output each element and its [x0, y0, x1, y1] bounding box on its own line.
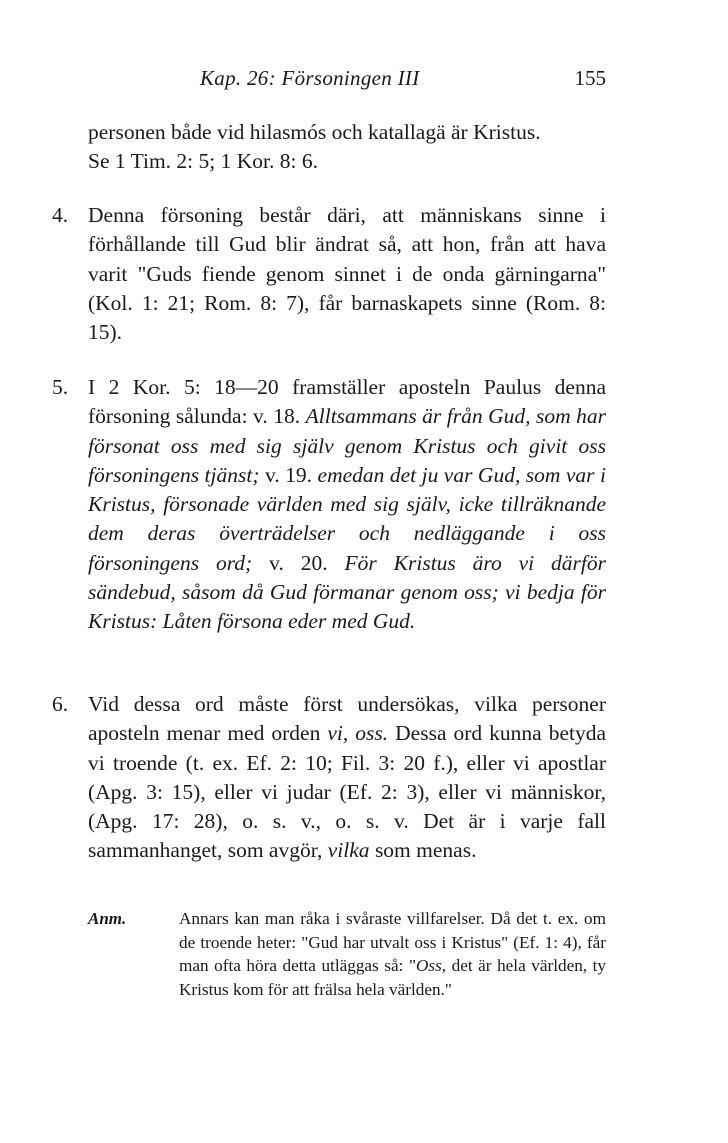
emphasized-words: vi, oss.: [327, 721, 389, 746]
page-number: 155: [574, 66, 606, 90]
note-label: Anm.: [88, 909, 127, 928]
intro-line-2: Se 1 Tim. 2: 5; 1 Kor. 8: 6.: [88, 149, 318, 174]
verse-label: v. 19.: [264, 462, 313, 487]
intro-line-1: personen både vid hilasmós och katallagä är Kristus.: [88, 120, 541, 144]
verse-label: v. 20.: [269, 550, 328, 575]
running-title: Kap. 26: Försoningen III: [200, 66, 420, 90]
scripture-quote: För Kristus äro vi därför sändebud, såsom då Gud förmanar genom oss; vi bedja för Kristus: Låten försona eder med Gud.: [88, 550, 606, 634]
note-text: [179, 907, 606, 1001]
paragraph-number: 5.: [52, 375, 69, 399]
paragraph-text: [88, 690, 606, 866]
note-text-part: det är hela världen, ty Kristus kom för att frälsa hela världen.": [179, 956, 607, 999]
scripture-quote: Alltsammans är från Gud, som har försonat oss med sig själv genom Kristus och givit oss försoningens tjänst;: [88, 404, 606, 487]
paragraph-text-part: som menas.: [374, 838, 477, 863]
emphasized-word: vilka: [327, 838, 370, 863]
paragraph-number: 6.: [52, 692, 69, 716]
paragraph-lead: I 2 Kor. 5: 18—20 framställer aposteln Paulus denna försoning sålunda: v. 18.: [88, 375, 606, 429]
paragraph-number: 4.: [52, 203, 69, 227]
emphasized-word: Oss,: [415, 956, 447, 975]
page-header: [88, 66, 606, 96]
paragraph-text: [88, 373, 606, 637]
paragraph-text-part: Dessa ord kunna betyda vi troende (t. ex. Ef. 2: 10; Fil. 3: 20 f.), eller vi apostlar (Apg. 3: 15), eller vi judar (Ef. 2: 3), eller vi människor, (Apg. 17: 28), o. s. v., o. s. v. Det är i varje fall sammanhanget, som avgör,: [88, 721, 607, 863]
intro-paragraph: [88, 118, 606, 177]
paragraph-text: Denna försoning består däri, att människans sinne i förhållande till Gud blir ändrat så, att hon, från att hava varit "Guds fiende genom sinnet i de onda gärningarna" (Kol. 1: 21; Rom. 8: 7), får barnaskapets sinne (Rom. 8: 15).: [88, 203, 606, 345]
scripture-quote: emedan det ju var Gud, som var i Kristus, försonade världen med sig själv, icke tillräknande dem deras överträdelser och nedläggande i oss försoningens ord;: [88, 462, 606, 575]
note-text-part: Annars kan man råka i svåraste villfarelser. Då det t. ex. om de troende heter: "Gud har utvalt oss i Kristus" (Ef. 1: 4), får man ofta höra detta utläggas så: ": [179, 909, 606, 975]
paragraph-text-part: Vid dessa ord måste först undersökas, vilka personer aposteln menar med orden: [88, 692, 606, 746]
